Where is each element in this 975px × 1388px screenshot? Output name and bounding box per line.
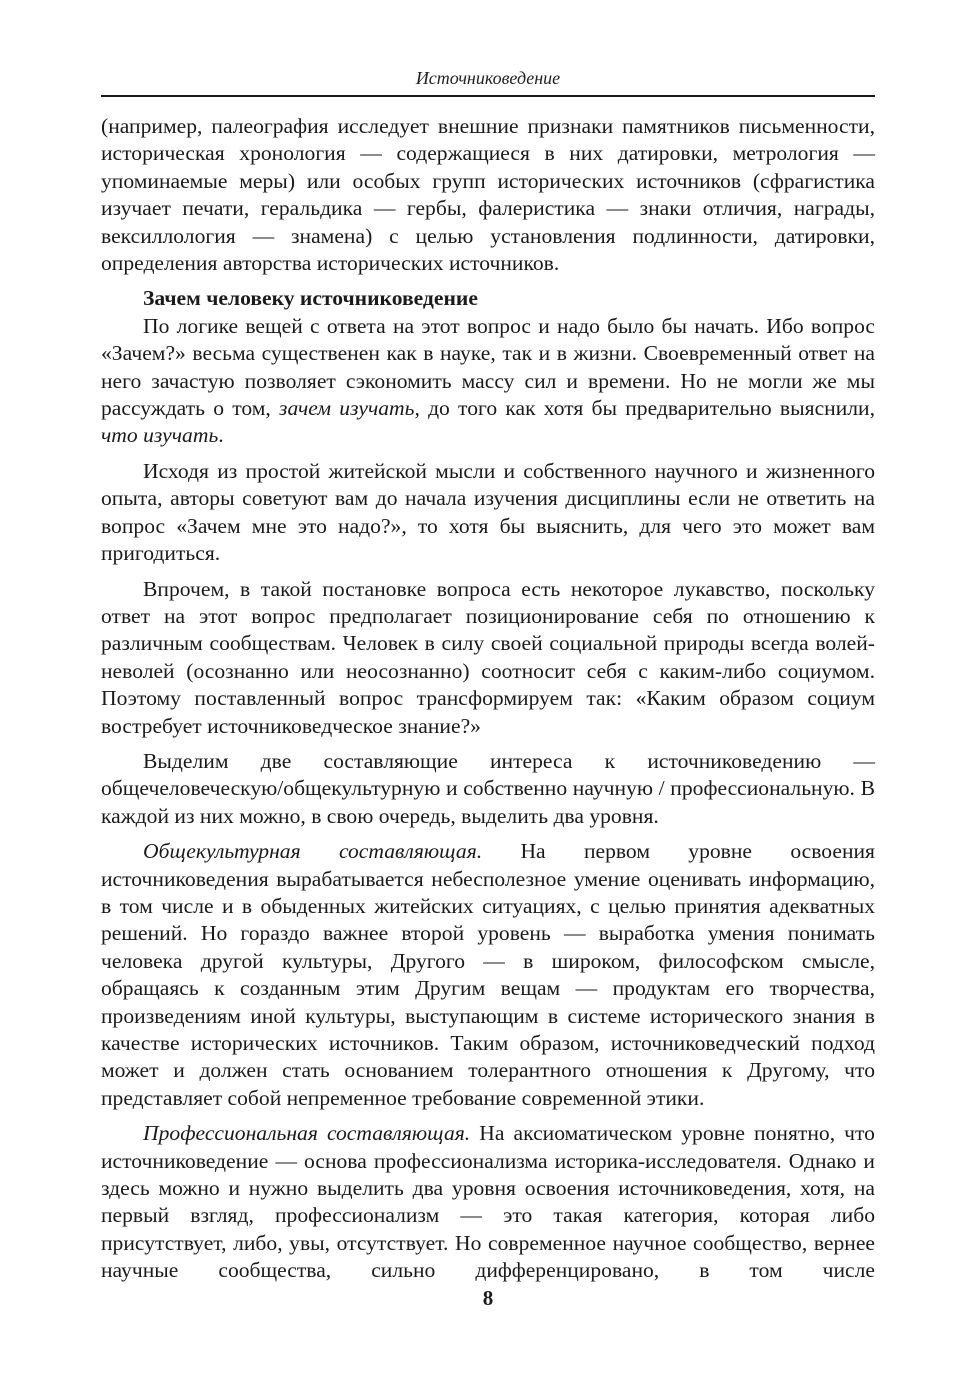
paragraph-6 (101, 1120, 875, 1284)
paragraph-2: Исходя из простой житейской мысли и собственного научного и жизненного опыта, авторы советуют вам до начала изучения дисциплины если не ответить на вопрос «Зачем мне это надо?», то хотя бы выяснить, для чего это может вам пригодиться. (101, 458, 875, 566)
paragraph-1-text-b: , до того как хотя бы предварительно выяснили, (414, 396, 875, 421)
paragraph-3: Впрочем, в такой постановке вопроса есть некоторое лукавство, поскольку ответ на этот вопрос предполагает позиционирование себя по отношению к различным сообществам. Человек в силу своей социальной природы всегда волей-неволей (осознанно или неосознанно) соотносит себя с каким-либо социумом. Поэтому поставленный вопрос трансформируем так: «Каким образом социум востребует источниковедческое знание?» (101, 576, 875, 738)
paragraph-1 (101, 313, 875, 450)
paragraph-6-lead-in: Профессиональная составляющая. (143, 1121, 471, 1146)
paragraph-1-emphasis-2: что изучать (101, 423, 219, 448)
page-number: 8 (482, 1286, 494, 1310)
header-rule (101, 95, 875, 97)
paragraph-5-text: На первом уровне освоения источниковедения вырабатывается небесполезное умение оценивать информацию, в том числе и в обыденных житейских ситуациях, с целью принятия адекватных решений. Но гораздо важнее второй уровень — выработка умения понимать человека другой культуры, Другого — в широком, философском смысле, обращаясь к созданным этим Другим вещам — продуктам его творчества, произведениям иной культуры, выступающим в системе исторического знания в качестве исторических источников. Таким образом, источниковедческий подход может и должен стать основанием толерантного отношения к Другому, что представляет собой непременное требование современной этики. (101, 839, 875, 1110)
section-heading: Зачем человеку источниковедение (143, 286, 478, 311)
paragraph-1-text-a: По логике вещей с ответа на этот вопрос и надо было бы начать. Ибо вопрос «Зачем?» весьма существенен как в науке, так и в жизни. Своевременный ответ на него зачастую позволяет сэкономить массу сил и времени. Но не могли же мы рассуждать о том, (101, 313, 875, 421)
paragraph-intro: (например, палеография исследует внешние признаки памятников письменности, историческая хронология — содержащиеся в них датировки, метрология — упоминаемые меры) или особых групп исторических источников (сфрагистика изучает печати, геральдика — гербы, фалеристика — знаки отличия, награды, вексиллология — знамена) с целью установления подлинности, датировки, определения авторства исторических источников. (101, 114, 875, 276)
paragraph-6-text: На аксиоматическом уровне понятно, что источниковедение — основа профессионализма историка-исследователя. Однако и здесь можно и нужно выделить два уровня освоения источниковедения, хотя, на первый взгляд, профессионализм — это такая категория, которая либо присутствует, либо, увы, отсутствует. Но современное научное сообщество, вернее научные сообщества, сильно дифференцировано, в том числе (101, 1121, 875, 1283)
paragraph-5 (101, 838, 875, 1112)
paragraph-5-lead-in: Общекультурная составляющая. (143, 839, 483, 864)
paragraph-1-emphasis-1: зачем изучать (279, 396, 415, 421)
paragraph-1-text-c: . (218, 423, 224, 448)
page-body (101, 113, 875, 1285)
running-head: Источниковедение (415, 68, 561, 88)
paragraph-4: Выделим две составляющие интереса к источниковедению — общечеловеческую/общекультурную и собственно научную / профессиональную. В каждой из них можно, в свою очередь, выделить два уровня. (101, 748, 875, 828)
